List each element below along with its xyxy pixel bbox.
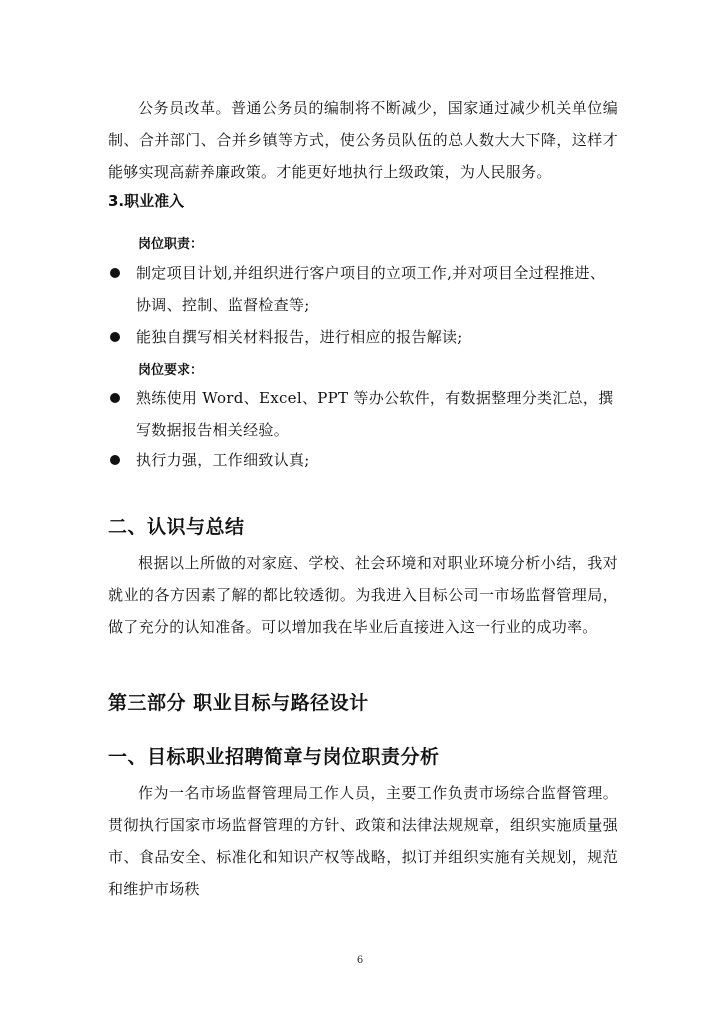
bullet-icon <box>110 455 120 465</box>
part-three-subheading: 一、目标职业招聘简章与岗位职责分析 <box>108 746 440 768</box>
bullet-icon <box>110 268 120 278</box>
section-heading-summary: 二、认识与总结 <box>108 516 245 538</box>
requirements-label: 岗位要求： <box>138 363 204 378</box>
page-number: 6 <box>356 955 364 966</box>
requirement-item <box>108 382 618 446</box>
part-three-paragraph: 作为一名市场监督管理局工作人员，主要工作负责市场综合监督管理。贯彻执行国家市场监督管理的方针、政策和法律法规规章，组织实施质量强市、食品安全、标准化和知识产权等战略，拟订并组织实施有关规划，规范和维护市场秩 <box>108 784 618 898</box>
section-heading-access: 3.职业准入 <box>108 192 185 210</box>
bullet-icon <box>110 393 120 403</box>
duty-item <box>108 257 618 321</box>
requirement-text: 执行力强，工作细致认真; <box>136 451 310 469</box>
part-three-heading: 第三部分 职业目标与路径设计 <box>108 692 369 714</box>
duty-text: 制定项目计划,并组织进行客户项目的立项工作,并对项目全过程推进、协调、控制、监督检查等; <box>136 264 606 314</box>
summary-paragraph: 根据以上所做的对家庭、学校、社会环境和对职业环境分析小结，我对就业的各方因素了解的都比较透彻。为我进入目标公司一市场监督管理局，做了充分的认知准备。可以增加我在毕业后直接进入这一行业的成功率。 <box>108 554 618 636</box>
duties-label: 岗位职责： <box>138 237 204 252</box>
bullet-icon <box>110 332 120 342</box>
requirement-text: 熟练使用 Word、Excel、PPT 等办公软件，有数据整理分类汇总，撰写数据报告相关经验。 <box>136 389 614 439</box>
requirement-item <box>108 444 618 476</box>
intro-paragraph: 公务员改革。普通公务员的编制将不断减少，国家通过减少机关单位编制、合并部门、合并乡镇等方式，使公务员队伍的总人数大大下降，这样才能够实现高薪养廉政策。才能更好地执行上级政策，为人民服务。 <box>108 99 618 181</box>
duty-text: 能独自撰写相关材料报告，进行相应的报告解读; <box>136 328 463 346</box>
duty-item <box>108 321 618 353</box>
